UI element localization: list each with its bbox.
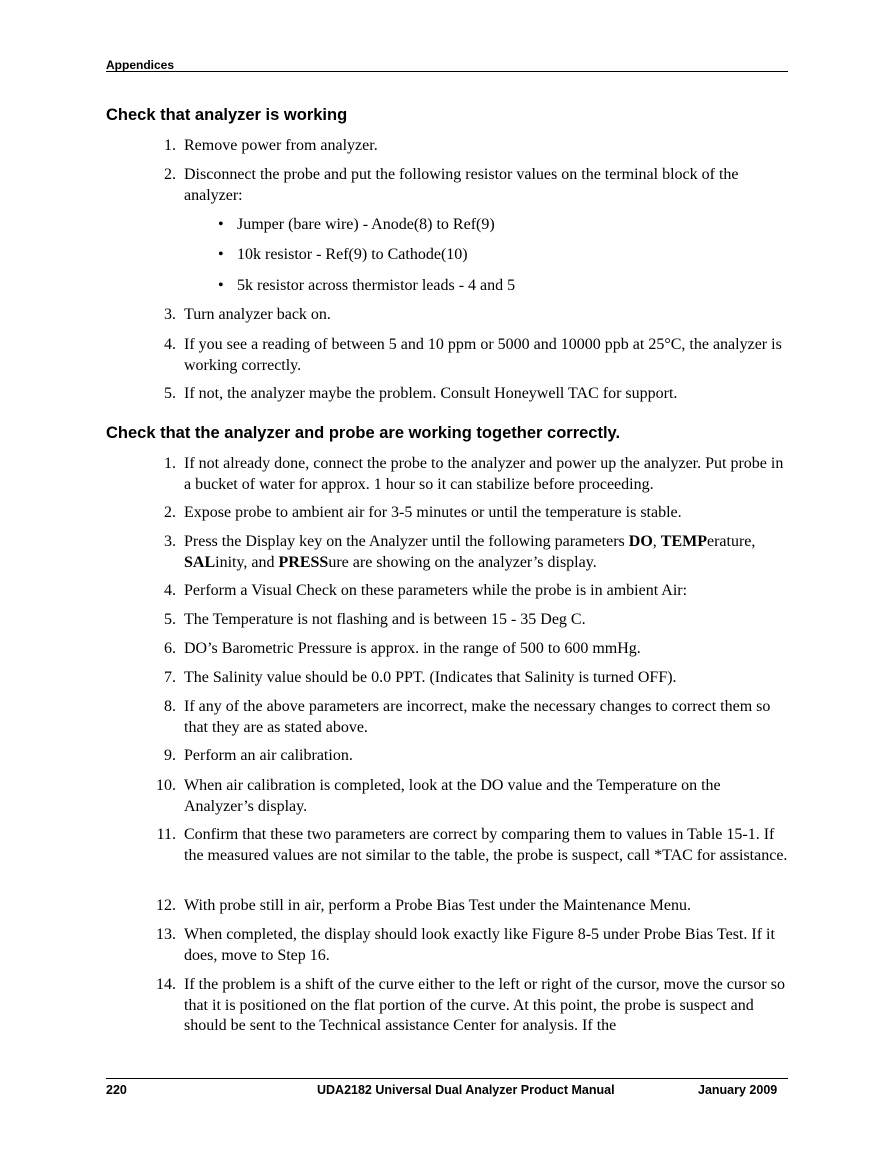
step-text-segment: , <box>652 533 661 550</box>
header-divider <box>106 71 788 72</box>
step-number: 7. <box>164 669 176 686</box>
step-text: If not, the analyzer maybe the problem. Consult Honeywell TAC for support. <box>184 385 678 402</box>
step-number: 2. <box>164 504 176 521</box>
step-text: The Temperature is not flashing and is between 15 - 35 Deg C. <box>184 611 586 628</box>
footer-date: January 2009 <box>698 1083 778 1097</box>
step-number: 10. <box>156 777 176 794</box>
step-text-segment: erature, <box>707 533 756 550</box>
step-number: 3. <box>164 306 176 323</box>
param-press: PRESS <box>278 553 329 571</box>
step-number: 9. <box>164 747 176 764</box>
step-number: 2. <box>164 166 176 183</box>
header-section-label: Appendices <box>106 58 175 72</box>
step-text: If any of the above parameters are incorrect, make the necessary changes to correct them so that they are as stated above. <box>184 698 771 736</box>
step-number: 3. <box>164 533 176 550</box>
step-number: 11. <box>156 826 176 843</box>
step-text: Perform a Visual Check on these parameters while the probe is in ambient Air: <box>184 582 688 599</box>
step-text <box>184 532 790 573</box>
bullet-icon: • <box>218 216 224 233</box>
step-number: 14. <box>156 976 176 993</box>
step-number: 1. <box>164 137 176 154</box>
footer-manual-title: UDA2182 Universal Dual Analyzer Product Manual <box>317 1083 615 1097</box>
step-text-segment: inity, and <box>215 553 279 571</box>
page-number: 220 <box>106 1083 127 1097</box>
bullet-text: Jumper (bare wire) - Anode(8) to Ref(9) <box>237 216 495 233</box>
bullet-icon: • <box>218 277 224 294</box>
step-number: 12. <box>156 897 176 914</box>
step-text: Remove power from analyzer. <box>184 137 378 154</box>
step-number: 4. <box>164 336 176 353</box>
step-text: If not already done, connect the probe to the analyzer and power up the analyzer. Put probe in a bucket of water for approx. 1 hour so it can stabilize before proceeding. <box>184 455 784 493</box>
step-text: If the problem is a shift of the curve either to the left or right of the cursor, move the cursor so that it is positioned on the flat portion of the curve. At this point, the probe is suspect and should be sent to the Technical assistance Center for analysis. If the <box>184 976 785 1034</box>
step-text: When completed, the display should look exactly like Figure 8-5 under Probe Bias Test. If it does, move to Step 16. <box>184 926 775 964</box>
step-number: 5. <box>164 611 176 628</box>
step-text-segment: Press the Display key on the Analyzer until the following parameters <box>184 533 629 550</box>
step-text: With probe still in air, perform a Probe Bias Test under the Maintenance Menu. <box>184 897 691 914</box>
step-text: Expose probe to ambient air for 3-5 minutes or until the temperature is stable. <box>184 504 682 521</box>
step-text: Perform an air calibration. <box>184 747 353 764</box>
param-temp: TEMP <box>660 533 707 550</box>
step-number: 13. <box>156 926 176 943</box>
bullet-text: 10k resistor - Ref(9) to Cathode(10) <box>237 246 468 263</box>
step-text: When air calibration is completed, look at the DO value and the Temperature on the Analyzer’s display. <box>184 777 721 815</box>
step-number: 8. <box>164 698 176 715</box>
step-text: The Salinity value should be 0.0 PPT. (Indicates that Salinity is turned OFF). <box>184 669 677 686</box>
param-do: DO <box>628 533 653 550</box>
step-text: Disconnect the probe and put the following resistor values on the terminal block of the analyzer: <box>184 166 739 204</box>
bullet-text: 5k resistor across thermistor leads - 4 and 5 <box>237 277 516 294</box>
step-number: 4. <box>164 582 176 599</box>
param-sal: SAL <box>184 553 216 571</box>
footer-divider <box>106 1078 788 1079</box>
step-text: DO’s Barometric Pressure is approx. in the range of 500 to 600 mmHg. <box>184 640 641 657</box>
step-text-segment: ure are showing on the analyzer’s display. <box>328 553 597 571</box>
bullet-icon: • <box>218 246 224 263</box>
section-heading-analyzer-probe-check: Check that the analyzer and probe are working together correctly. <box>106 424 621 442</box>
step-number: 5. <box>164 385 176 402</box>
step-text: If you see a reading of between 5 and 10 ppm or 5000 and 10000 ppb at 25°C, the analyzer is working correctly. <box>184 336 782 374</box>
section-heading-analyzer-check: Check that analyzer is working <box>106 106 348 124</box>
step-number: 6. <box>164 640 176 657</box>
step-text: Turn analyzer back on. <box>184 306 331 323</box>
step-text: Confirm that these two parameters are correct by comparing them to values in Table 15-1. If the measured values are not similar to the table, the probe is suspect, call *TAC for assistance. <box>184 826 788 864</box>
step-number: 1. <box>164 455 176 472</box>
